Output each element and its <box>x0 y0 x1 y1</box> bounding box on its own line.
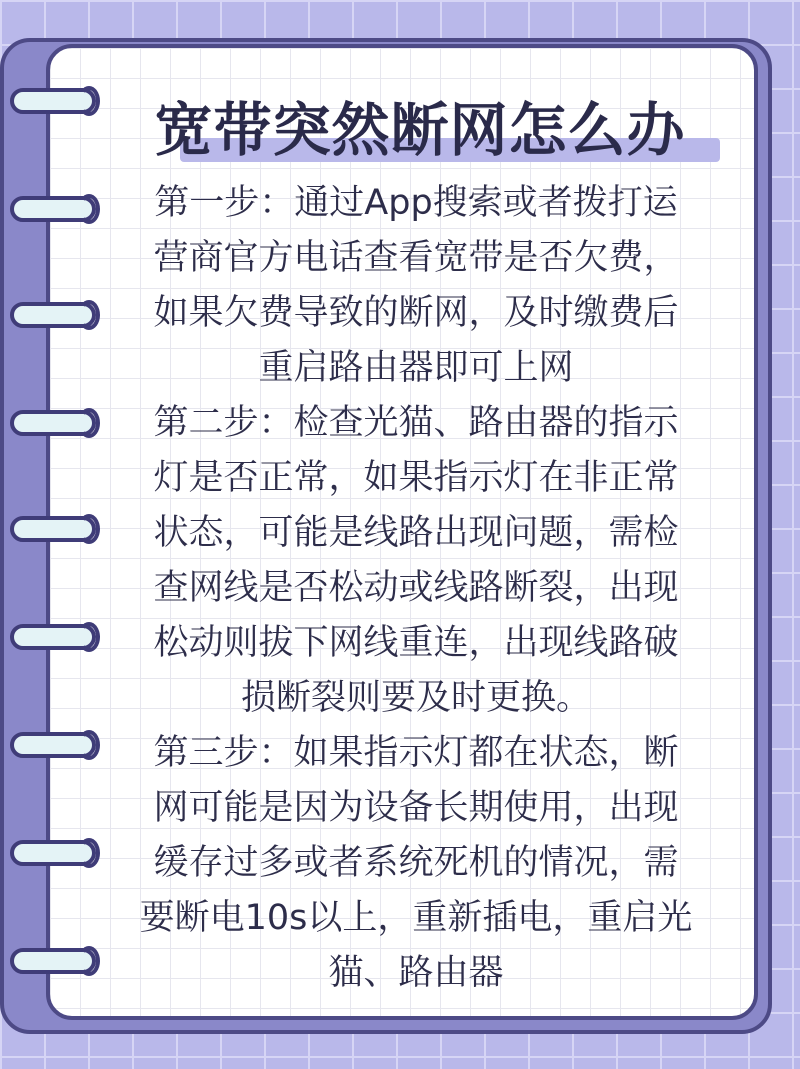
page-title: 宽带突然断网怎么办 <box>154 96 686 164</box>
text-line: 重启路由器即可上网 <box>258 348 574 388</box>
binder-ring-icon <box>10 410 96 436</box>
binder-ring-icon <box>10 624 96 650</box>
text-line: 第一步：通过App搜索或者拨打运 <box>154 183 678 223</box>
text-line: 灯是否正常，如果指示灯在非正常 <box>153 458 679 498</box>
text-line: 状态，可能是线路出现问题，需检 <box>153 513 679 553</box>
title-block <box>110 92 730 170</box>
step-block <box>114 396 718 726</box>
text-line: 如果欠费导致的断网，及时缴费后 <box>153 293 679 333</box>
text-line: 缓存过多或者系统死机的情况，需 <box>153 843 679 883</box>
binder-ring-icon <box>10 196 96 222</box>
binder-ring-icon <box>10 948 96 974</box>
binder-ring-icon <box>10 732 96 758</box>
binder-ring-icon <box>10 302 96 328</box>
text-line: 营商官方电话查看宽带是否欠费， <box>153 238 679 278</box>
text-line: 猫、路由器 <box>328 953 504 993</box>
text-line: 要断电10s以上，重新插电，重启光 <box>139 898 693 938</box>
text-line: 第二步：检查光猫、路由器的指示 <box>153 403 679 443</box>
text-line: 第三步：如果指示灯都在状态，断 <box>153 733 679 773</box>
step-block <box>114 726 718 1001</box>
text-line: 网可能是因为设备长期使用，出现 <box>153 788 679 828</box>
binder-ring-icon <box>10 840 96 866</box>
text-line: 松动则拔下网线重连，出现线路破 <box>153 623 679 663</box>
text-line: 损断裂则要及时更换。 <box>240 678 591 718</box>
text-line: 查网线是否松动或线路断裂，出现 <box>153 568 679 608</box>
binder-ring-icon <box>10 88 96 114</box>
step-block <box>114 176 718 396</box>
content-body <box>114 176 718 1001</box>
binder-ring-icon <box>10 516 96 542</box>
